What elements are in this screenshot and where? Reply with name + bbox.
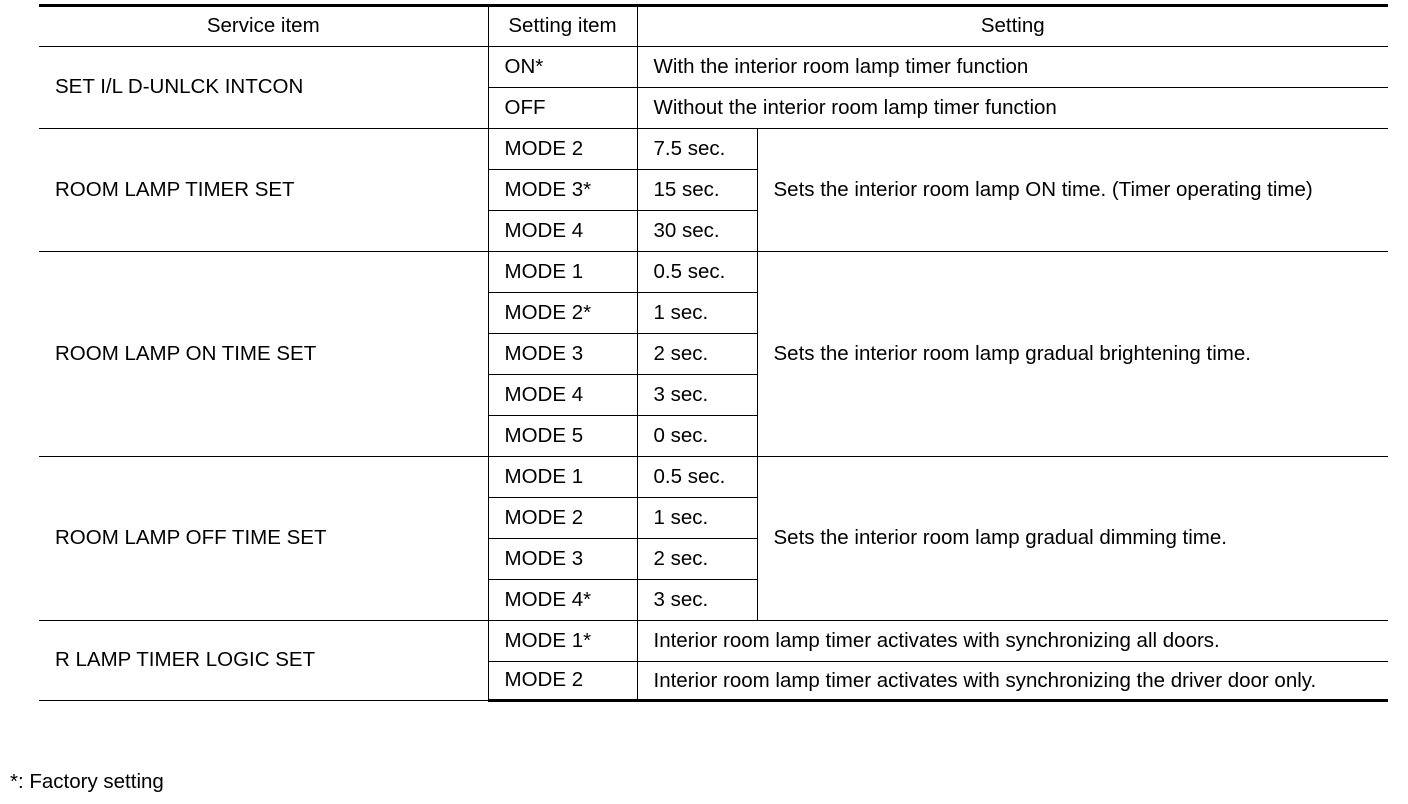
header-setting: Setting — [637, 6, 1388, 47]
description-cell: Sets the interior room lamp gradual brightening time. — [757, 252, 1388, 457]
description-cell: Sets the interior room lamp ON time. (Timer operating time) — [757, 129, 1388, 252]
setting-item-cell: MODE 2* — [488, 293, 637, 334]
setting-item-cell: MODE 2 — [488, 129, 637, 170]
setting-item-cell: MODE 3 — [488, 334, 637, 375]
table-row — [39, 47, 1388, 88]
value-cell: 3 sec. — [637, 580, 757, 621]
setting-item-cell: MODE 3* — [488, 170, 637, 211]
value-cell: 2 sec. — [637, 539, 757, 580]
service-item-cell: ROOM LAMP ON TIME SET — [39, 252, 488, 457]
value-cell: 0 sec. — [637, 416, 757, 457]
setting-cell: With the interior room lamp timer function — [637, 47, 1388, 88]
setting-cell: Interior room lamp timer activates with synchronizing the driver door only. — [637, 662, 1388, 701]
header-setting-item: Setting item — [488, 6, 637, 47]
setting-item-cell: MODE 1 — [488, 457, 637, 498]
setting-item-cell: MODE 1 — [488, 252, 637, 293]
table-row — [39, 252, 1388, 293]
setting-item-cell: MODE 2 — [488, 498, 637, 539]
setting-item-cell: MODE 4 — [488, 375, 637, 416]
value-cell: 0.5 sec. — [637, 457, 757, 498]
setting-item-cell: MODE 4 — [488, 211, 637, 252]
value-cell: 1 sec. — [637, 498, 757, 539]
value-cell: 15 sec. — [637, 170, 757, 211]
header-service-item: Service item — [39, 6, 488, 47]
setting-cell: Interior room lamp timer activates with synchronizing all doors. — [637, 621, 1388, 662]
setting-item-cell: MODE 5 — [488, 416, 637, 457]
service-item-cell: ROOM LAMP TIMER SET — [39, 129, 488, 252]
service-item-cell: R LAMP TIMER LOGIC SET — [39, 621, 488, 701]
setting-item-cell: MODE 4* — [488, 580, 637, 621]
value-cell: 1 sec. — [637, 293, 757, 334]
footnote: *: Factory setting — [10, 770, 164, 793]
value-cell: 30 sec. — [637, 211, 757, 252]
setting-item-cell: MODE 2 — [488, 662, 637, 701]
setting-item-cell: ON* — [488, 47, 637, 88]
table-row — [39, 457, 1388, 498]
service-item-cell: SET I/L D-UNLCK INTCON — [39, 47, 488, 129]
table-header-row — [39, 6, 1388, 47]
table-row — [39, 129, 1388, 170]
service-item-cell: ROOM LAMP OFF TIME SET — [39, 457, 488, 621]
description-cell: Sets the interior room lamp gradual dimming time. — [757, 457, 1388, 621]
value-cell: 7.5 sec. — [637, 129, 757, 170]
table-row — [39, 621, 1388, 662]
value-cell: 3 sec. — [637, 375, 757, 416]
setting-item-cell: MODE 1* — [488, 621, 637, 662]
setting-item-cell: OFF — [488, 88, 637, 129]
setting-cell: Without the interior room lamp timer function — [637, 88, 1388, 129]
setting-item-cell: MODE 3 — [488, 539, 637, 580]
service-settings-table — [39, 4, 1388, 702]
value-cell: 0.5 sec. — [637, 252, 757, 293]
value-cell: 2 sec. — [637, 334, 757, 375]
